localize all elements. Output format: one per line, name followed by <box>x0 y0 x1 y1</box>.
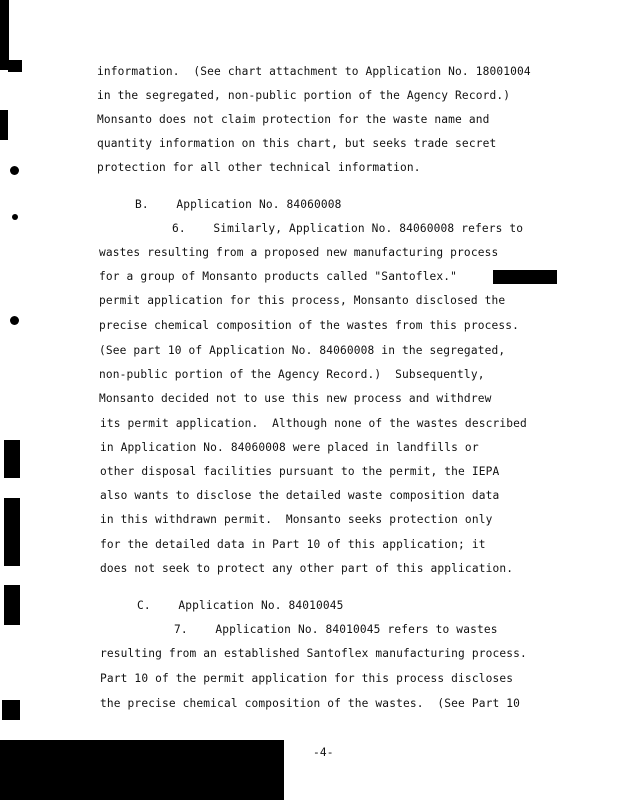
text-line: precise chemical composition of the wastes from this process. <box>99 319 520 332</box>
section-heading: C. Application No. 84010045 <box>137 599 344 612</box>
page-number: -4- <box>313 746 334 759</box>
section-heading: B. Application No. 84060008 <box>135 198 342 211</box>
text-line: quantity information on this chart, but seeks trade secret <box>97 137 497 150</box>
text-line: its permit application. Although none of the wastes described <box>100 417 527 430</box>
margin-mark <box>4 585 20 625</box>
margin-mark <box>4 498 20 566</box>
text-line: also wants to disclose the detailed waste composition data <box>100 489 500 502</box>
text-line: Part 10 of the permit application for this process discloses <box>100 672 514 685</box>
text-line: other disposal facilities pursuant to the permit, the IEPA <box>100 465 500 478</box>
redaction-block <box>493 270 557 284</box>
paragraph-start: 6. Similarly, Application No. 84060008 refers to <box>172 222 524 235</box>
margin-mark <box>0 110 8 140</box>
text-line: in this withdrawn permit. Monsanto seeks protection only <box>100 513 493 526</box>
text-line: Monsanto decided not to use this new process and withdrew <box>99 392 492 405</box>
text-line: for the detailed data in Part 10 of this application; it <box>100 538 486 551</box>
punch-hole-icon <box>10 316 19 325</box>
paragraph-start: 7. Application No. 84010045 refers to wastes <box>174 623 498 636</box>
text-line: in Application No. 84060008 were placed in landfills or <box>100 441 479 454</box>
text-line: the precise chemical composition of the wastes. (See Part 10 <box>100 697 521 710</box>
margin-mark <box>8 60 22 72</box>
text-line: in the segregated, non-public portion of the Agency Record.) <box>97 89 511 102</box>
text-line: information. (See chart attachment to Application No. 18001004 <box>97 65 531 78</box>
text-line: wastes resulting from a proposed new manufacturing process <box>99 246 499 259</box>
text-line: permit application for this process, Monsanto disclosed the <box>99 294 506 307</box>
text-line: does not seek to protect any other part of this application. <box>100 562 514 575</box>
margin-mark <box>2 700 20 720</box>
text-line: for a group of Monsanto products called "Santoflex." <box>99 270 458 283</box>
text-line: (See part 10 of Application No. 84060008 in the segregated, <box>99 344 506 357</box>
text-line: protection for all other technical information. <box>97 161 421 174</box>
margin-mark <box>12 214 18 220</box>
text-line: non-public portion of the Agency Record.) Subsequently, <box>99 368 485 381</box>
margin-mark <box>14 470 19 475</box>
text-line: resulting from an established Santoflex manufacturing process. <box>100 647 527 660</box>
punch-hole-icon <box>10 166 19 175</box>
scan-margin <box>0 0 22 800</box>
redaction-block <box>0 740 284 800</box>
text-line: Monsanto does not claim protection for the waste name and <box>97 113 490 126</box>
